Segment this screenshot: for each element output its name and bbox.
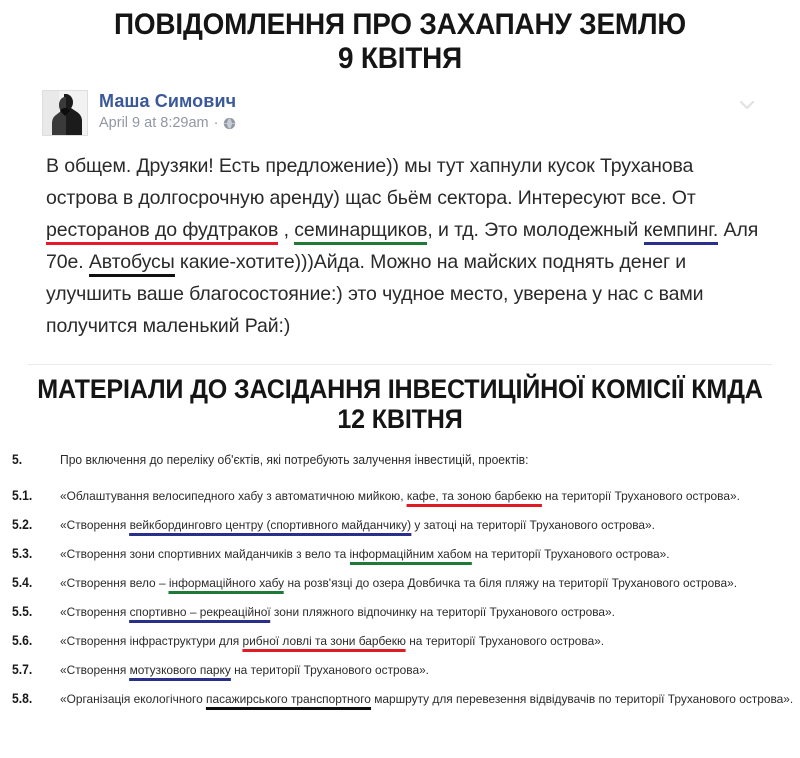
list-item-text-post: у затоці на території Труханового острова». bbox=[411, 518, 655, 532]
list-item-text-pre: «Створення зони спортивних майданчиків з вело та bbox=[60, 547, 350, 561]
headline-first-line2: 9 КВІТНЯ bbox=[338, 41, 462, 75]
post-highlight-seminars: семинарщиков bbox=[294, 219, 427, 245]
list-item-highlight: кафе, та зоною барбекю bbox=[407, 489, 542, 507]
chevron-down-icon[interactable] bbox=[736, 96, 758, 114]
document-list bbox=[0, 452, 800, 720]
headline-first bbox=[28, 8, 772, 75]
list-item-text bbox=[60, 662, 761, 679]
list-item-text-pre: «Створення вело – bbox=[60, 576, 169, 590]
list-item-highlight: спортивно – рекреаційної bbox=[130, 605, 271, 623]
list-item-number: 5.1. bbox=[12, 488, 33, 503]
post-text-segment-1: В общем. Друзяки! Есть предложение)) мы тут хапнули кусок Труханова острова в долгосрочную аренду) щас бьём сектора. Интересуют все. От bbox=[46, 155, 696, 209]
list-item bbox=[0, 604, 800, 621]
list-item-number: 5.5. bbox=[12, 604, 33, 619]
post-text-segment-3: , bbox=[278, 219, 295, 241]
list-item-text-pre: «Створення інфраструктури для bbox=[60, 634, 243, 648]
list-item-number: 5. bbox=[12, 452, 23, 467]
list-item-highlight: вейкбординговго центру (спортивного майданчику) bbox=[130, 518, 411, 536]
post-text-segment-7: Аля 70е. bbox=[46, 219, 759, 273]
headline-second-line2: 12 КВІТНЯ bbox=[337, 404, 463, 435]
list-item-intro bbox=[0, 452, 800, 469]
post-text-segment-5: , и тд. Это молодежный bbox=[427, 219, 644, 241]
list-item bbox=[0, 662, 800, 679]
post-body bbox=[28, 136, 772, 364]
list-item-text-post: на території Труханового острова». bbox=[471, 547, 670, 561]
list-item-text bbox=[60, 575, 761, 592]
list-item-number: 5.4. bbox=[12, 575, 33, 590]
facebook-post-card bbox=[28, 84, 772, 365]
list-item-text bbox=[60, 488, 761, 505]
headline-first-line1: ПОВІДОМЛЕННЯ ПРО ЗАХАПАНУ ЗЕМЛЮ bbox=[114, 8, 686, 41]
post-meta bbox=[99, 90, 236, 131]
avatar[interactable] bbox=[42, 90, 88, 136]
list-item-text: Про включення до переліку об'єктів, які потребують залучення інвестицій, проектів: bbox=[60, 453, 529, 467]
list-item-text-post: на території Труханового острова». bbox=[230, 663, 429, 677]
list-item-text-pre: «Створення bbox=[60, 663, 130, 677]
headline-second bbox=[28, 374, 772, 434]
list-item-highlight: рибної ловлі та зони барбекю bbox=[243, 634, 406, 652]
post-author-name[interactable]: Маша Симович bbox=[99, 91, 237, 111]
list-item-number: 5.8. bbox=[12, 691, 33, 706]
list-item-text bbox=[60, 691, 793, 708]
post-highlight-camping: кемпинг. bbox=[644, 219, 719, 245]
post-highlight-buses: Автобусы bbox=[89, 251, 175, 277]
list-item-number: 5.2. bbox=[12, 517, 33, 532]
post-highlight-restaurants: ресторанов до фудтраков bbox=[46, 219, 278, 245]
list-item bbox=[0, 517, 800, 534]
list-item-text-pre: «Облаштування велосипедного хабу з автоматичною мийкою, bbox=[60, 489, 407, 503]
list-item bbox=[0, 575, 800, 592]
list-item-number: 5.6. bbox=[12, 633, 33, 648]
meta-separator: · bbox=[213, 114, 219, 131]
list-item-text-post: на території Труханового острова». bbox=[541, 489, 740, 503]
list-item-text bbox=[60, 546, 761, 563]
list-item-text bbox=[60, 604, 761, 621]
list-item bbox=[0, 691, 800, 708]
list-item bbox=[0, 633, 800, 650]
globe-icon bbox=[223, 117, 236, 130]
headline-second-line1: МАТЕРІАЛИ ДО ЗАСІДАННЯ ІНВЕСТИЦІЙНОЇ КОМІСІЇ КМДА bbox=[37, 374, 763, 404]
post-header bbox=[28, 84, 772, 136]
list-item-text bbox=[60, 517, 761, 534]
post-text-segment-9: какие-хотите)))Айда. Можно на майских поднять денег и улучшить ваше благосостояние:) это чудное место, уверена у нас с вами получится маленький Рай:) bbox=[46, 251, 704, 337]
list-item bbox=[0, 488, 800, 505]
list-item-text-post: зони пляжного відпочинку на території Труханового острова». bbox=[270, 605, 615, 619]
list-item-highlight: інформаційного хабу bbox=[169, 576, 284, 594]
list-item-text-pre: «Створення bbox=[60, 605, 130, 619]
post-body-text bbox=[46, 150, 762, 342]
post-timestamp[interactable]: April 9 at 8:29am bbox=[99, 114, 209, 131]
list-item-text-post: на території Труханового острова». bbox=[405, 634, 605, 648]
post-subline bbox=[99, 115, 236, 131]
list-item-highlight: мотузкового парку bbox=[130, 663, 231, 681]
list-item-text-post: на розв'язці до озера Довбичка та біля пляжу на території Труханового острова». bbox=[284, 576, 738, 590]
list-item-text-pre: «Створення bbox=[60, 518, 130, 532]
list-item-highlight: інформаційним хабом bbox=[350, 547, 472, 565]
list-item-text-post: маршруту для перевезення відвідувачів по території Труханового острова». bbox=[370, 692, 794, 706]
list-item-text-pre: «Організація екологічного bbox=[60, 692, 207, 706]
list-item bbox=[0, 546, 800, 563]
document-items-container bbox=[0, 488, 800, 708]
list-item-highlight: пасажирського транспортного bbox=[206, 692, 371, 710]
list-item-text bbox=[60, 633, 761, 650]
list-item-number: 5.7. bbox=[12, 662, 33, 677]
list-item-number: 5.3. bbox=[12, 546, 33, 561]
